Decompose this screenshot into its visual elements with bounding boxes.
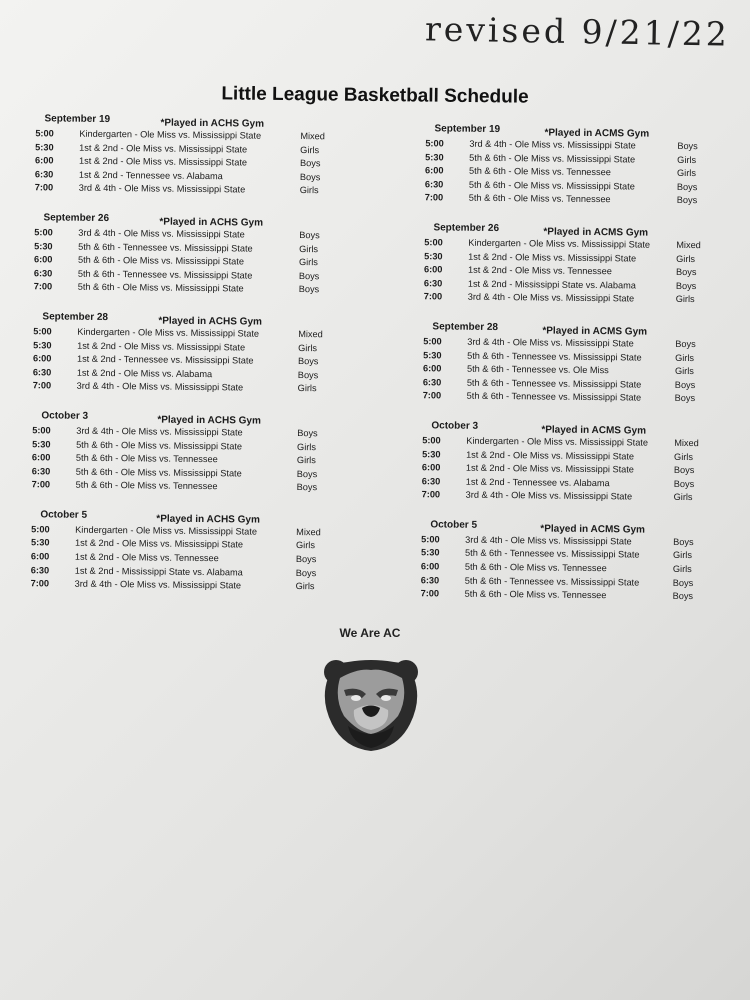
game-row	[418, 588, 750, 605]
game-row	[421, 292, 750, 309]
schedule-date: September 26	[433, 222, 500, 235]
game-division: Boys	[297, 356, 319, 367]
game-matchup: 5th & 6th - Tennessee vs. Mississippi State	[78, 241, 253, 254]
game-division: Boys	[672, 577, 694, 588]
game-division: Mixed	[674, 437, 699, 449]
game-time: 7:00	[420, 588, 440, 599]
game-time: 6:00	[420, 561, 440, 572]
game-matchup: Kindergarten - Ole Miss vs. Mississippi State	[466, 435, 649, 448]
game-matchup: Kindergarten - Ole Miss vs. Mississippi State	[77, 326, 260, 339]
game-matchup: 5th & 6th - Ole Miss vs. Mississippi State	[469, 152, 636, 165]
game-time: 7:00	[31, 479, 51, 490]
game-division: Girls	[297, 383, 317, 394]
game-division: Girls	[296, 455, 316, 466]
game-row	[31, 282, 371, 299]
page-title: Little League Basketball Schedule	[221, 83, 529, 108]
game-time: 5:00	[35, 128, 54, 139]
schedule-date: September 19	[44, 113, 111, 126]
game-row	[422, 193, 750, 210]
game-division: Boys	[672, 591, 694, 602]
game-time: 7:00	[422, 390, 442, 401]
game-matchup: 1st & 2nd - Mississippi State vs. Alabama	[467, 278, 636, 291]
game-division: Boys	[676, 181, 698, 192]
schedule-venue: *Played in ACMS Gym	[540, 523, 646, 536]
game-division: Girls	[673, 550, 692, 561]
game-division: Girls	[295, 581, 315, 592]
game-time: 7:00	[33, 281, 53, 292]
game-division: Boys	[673, 536, 694, 547]
game-division: Boys	[675, 338, 696, 350]
game-time: 6:00	[33, 254, 53, 265]
game-matchup: 3rd & 4th - Ole Miss vs. Mississippi State	[467, 336, 634, 349]
game-time: 7:00	[424, 192, 444, 203]
game-matchup: 3rd & 4th - Ole Miss vs. Mississippi State	[76, 425, 243, 438]
game-division: Girls	[296, 540, 315, 551]
game-matchup: 5th & 6th - Ole Miss vs. Tennessee	[468, 193, 611, 205]
game-matchup: 1st & 2nd - Tennessee vs. Alabama	[465, 476, 610, 488]
game-matchup: 5th & 6th - Ole Miss vs. Mississippi State	[77, 254, 245, 267]
game-time: 6:00	[35, 155, 54, 166]
game-matchup: 5th & 6th - Tennessee vs. Mississippi State	[466, 391, 642, 403]
schedule-venue: *Played in ACMS Gym	[544, 127, 650, 140]
schedule-venue: *Played in ACMS Gym	[542, 325, 648, 338]
schedule-block	[421, 219, 750, 309]
game-division: Girls	[672, 563, 692, 575]
game-matchup: 5th & 6th - Tennessee vs. Mississippi State	[467, 350, 642, 363]
game-division: Boys	[295, 554, 317, 565]
game-matchup: 1st & 2nd - Ole Miss vs. Mississippi State	[79, 142, 248, 155]
game-time: 6:30	[30, 564, 50, 576]
game-time: 5:30	[34, 240, 53, 252]
game-matchup: 5th & 6th - Tennessee vs. Mississippi State	[465, 548, 640, 560]
schedule-date: September 26	[43, 212, 110, 225]
game-time: 5:00	[423, 336, 442, 347]
schedule-date: September 28	[42, 311, 109, 323]
game-division: Boys	[296, 482, 318, 493]
schedule-block	[28, 506, 369, 596]
game-division: Girls	[674, 366, 694, 377]
schedule-block	[419, 417, 750, 507]
game-matchup: 5th & 6th - Tennessee vs. Mississippi State	[464, 575, 640, 588]
game-time: 7:00	[30, 578, 50, 589]
game-matchup: 5th & 6th - Ole Miss vs. Tennessee	[464, 561, 607, 574]
game-matchup: 5th & 6th - Ole Miss vs. Tennessee	[469, 165, 611, 178]
game-time: 6:30	[420, 574, 440, 586]
game-matchup: Kindergarten - Ole Miss vs. Mississippi State	[79, 128, 262, 141]
game-time: 5:30	[424, 250, 443, 262]
game-matchup: 5th & 6th - Ole Miss vs. Tennessee	[75, 452, 218, 465]
game-division: Boys	[300, 158, 321, 169]
game-time: 6:30	[422, 376, 442, 388]
game-matchup: 1st & 2nd - Ole Miss vs. Tennessee	[74, 551, 219, 564]
game-matchup: 5th & 6th - Ole Miss vs. Mississippi State	[468, 179, 635, 192]
schedule-block	[29, 407, 370, 497]
schedule-venue: *Played in ACHS Gym	[156, 513, 260, 526]
game-division: Boys	[677, 140, 698, 152]
game-matchup: 3rd & 4th - Ole Miss vs. Mississippi State	[465, 489, 633, 502]
game-division: Boys	[676, 195, 698, 206]
game-matchup: 5th & 6th - Ole Miss vs. Tennessee	[75, 479, 218, 492]
game-division: Girls	[675, 294, 695, 305]
schedule-date: October 5	[430, 519, 478, 531]
game-time: 6:00	[32, 353, 52, 364]
game-division: Boys	[296, 468, 318, 479]
game-time: 7:00	[423, 291, 443, 302]
game-matchup: 1st & 2nd - Ole Miss vs. Mississippi State	[79, 155, 248, 168]
schedule-venue: *Played in ACHS Gym	[159, 216, 264, 229]
schedule-block	[31, 209, 372, 299]
game-matchup: 1st & 2nd - Ole Miss vs. Mississippi State	[75, 538, 244, 550]
game-matchup: 1st & 2nd - Ole Miss vs. Mississippi State	[77, 340, 246, 353]
game-matchup: 5th & 6th - Tennessee vs. Mississippi State	[466, 377, 642, 390]
game-time: 6:30	[31, 465, 51, 477]
game-division: Mixed	[298, 328, 323, 340]
game-row	[29, 479, 369, 496]
game-matchup: 3rd & 4th - Ole Miss vs. Mississippi State	[469, 138, 636, 151]
game-time: 5:00	[422, 435, 441, 446]
game-division: Girls	[674, 451, 694, 462]
game-time: 5:00	[421, 534, 440, 545]
schedule-block	[422, 120, 750, 210]
game-time: 6:30	[421, 475, 441, 487]
game-time: 5:30	[32, 438, 51, 449]
game-time: 6:30	[423, 278, 443, 289]
achs-schedule-column	[27, 110, 372, 608]
game-time: 7:00	[34, 182, 54, 193]
schedule-block	[32, 110, 373, 200]
game-matchup: 3rd & 4th - Ole Miss vs. Mississippi State	[74, 578, 242, 591]
game-matchup: 5th & 6th - Ole Miss vs. Mississippi State	[75, 466, 242, 479]
game-matchup: 3rd & 4th - Ole Miss vs. Mississippi State	[76, 381, 244, 393]
game-row	[30, 381, 370, 398]
game-row	[419, 489, 750, 506]
game-matchup: 1st & 2nd - Mississippi State vs. Alabama	[74, 565, 243, 578]
game-time: 6:00	[30, 551, 50, 562]
game-matchup: Kindergarten - Ole Miss vs. Mississippi State	[75, 524, 258, 537]
game-matchup: 1st & 2nd - Ole Miss vs. Mississippi State	[468, 251, 637, 264]
game-division: Boys	[675, 280, 697, 291]
game-division: Girls	[675, 352, 695, 363]
game-matchup: 5th & 6th - Tennessee vs. Mississippi State	[77, 268, 253, 281]
game-time: 5:30	[421, 547, 440, 558]
game-division: Boys	[298, 284, 320, 295]
game-time: 6:00	[423, 264, 443, 275]
game-time: 5:30	[35, 141, 54, 153]
game-division: Boys	[297, 427, 318, 439]
game-time: 5:30	[423, 349, 442, 360]
schedule-date: October 5	[40, 509, 88, 521]
game-time: 5:30	[422, 448, 441, 459]
game-time: 5:30	[425, 151, 444, 163]
game-division: Boys	[675, 267, 697, 278]
game-matchup: 3rd & 4th - Ole Miss vs. Mississippi State	[78, 183, 246, 195]
game-division: Boys	[299, 171, 321, 183]
game-division: Mixed	[676, 239, 701, 251]
game-division: Girls	[298, 257, 318, 268]
game-matchup: 1st & 2nd - Tennessee vs. Alabama	[78, 169, 223, 182]
game-time: 6:00	[425, 165, 444, 176]
game-time: 6:30	[34, 169, 54, 180]
game-division: Girls	[677, 154, 697, 165]
game-matchup: 5th & 6th - Ole Miss vs. Mississippi State	[77, 282, 244, 294]
game-time: 5:00	[34, 227, 53, 238]
game-matchup: 5th & 6th - Ole Miss vs. Mississippi State	[76, 439, 243, 451]
game-division: Girls	[673, 492, 693, 503]
game-time: 5:30	[33, 339, 52, 350]
game-matchup: 1st & 2nd - Ole Miss vs. Mississippi State	[466, 449, 635, 461]
game-time: 6:30	[32, 366, 52, 378]
game-matchup: 5th & 6th - Ole Miss vs. Tennessee	[464, 588, 607, 601]
schedule-date: September 19	[434, 123, 501, 136]
game-matchup: 3rd & 4th - Ole Miss vs. Mississippi State	[467, 292, 635, 304]
game-time: 7:00	[32, 380, 52, 391]
game-time: 5:00	[424, 237, 443, 248]
schedule-date: September 28	[432, 321, 499, 333]
game-division: Boys	[674, 393, 696, 404]
game-division: Boys	[297, 369, 319, 380]
game-division: Boys	[298, 270, 320, 281]
game-matchup: 1st & 2nd - Ole Miss vs. Alabama	[76, 367, 213, 379]
game-row	[32, 183, 372, 200]
game-division: Girls	[299, 243, 319, 254]
bear-mascot-logo	[318, 656, 424, 752]
schedule-date: October 3	[41, 410, 89, 422]
footer-slogan: We Are AC	[339, 626, 401, 640]
game-division: Girls	[676, 253, 696, 264]
game-row	[420, 391, 750, 408]
game-division: Girls	[677, 168, 697, 179]
game-time: 7:00	[421, 489, 441, 500]
game-matchup: 1st & 2nd - Ole Miss vs. Tennessee	[467, 264, 612, 277]
game-division: Boys	[299, 230, 320, 241]
game-matchup: Kindergarten - Ole Miss vs. Mississippi State	[468, 237, 651, 250]
game-time: 6:30	[33, 268, 53, 279]
game-matchup: 5th & 6th - Tennessee vs. Ole Miss	[466, 363, 609, 376]
game-time: 6:00	[422, 363, 442, 374]
schedule-block	[420, 318, 750, 408]
game-time: 5:00	[33, 326, 52, 337]
schedule-venue: *Played in ACHS Gym	[158, 315, 263, 328]
game-division: Boys	[674, 379, 696, 390]
game-division: Girls	[297, 441, 317, 452]
schedule-block	[30, 308, 371, 398]
game-division: Girls	[298, 342, 318, 353]
game-time: 5:00	[32, 425, 51, 436]
game-matchup: 3rd & 4th - Ole Miss vs. Mississippi State	[78, 227, 245, 240]
game-time: 6:00	[421, 462, 441, 473]
schedule-block	[418, 516, 750, 606]
schedule-venue: *Played in ACHS Gym	[160, 117, 265, 130]
game-row	[28, 578, 368, 595]
schedule-date: October 3	[431, 420, 479, 432]
schedule-venue: *Played in ACHS Gym	[157, 414, 261, 427]
schedule-venue: *Played in ACMS Gym	[543, 226, 649, 239]
game-division: Boys	[295, 567, 317, 578]
game-time: 6:30	[424, 179, 444, 190]
game-division: Girls	[299, 185, 319, 196]
game-division: Boys	[673, 478, 695, 489]
game-division: Mixed	[296, 526, 321, 538]
schedule-venue: *Played in ACMS Gym	[541, 424, 647, 437]
acms-schedule-column	[417, 120, 750, 618]
game-matchup: 1st & 2nd - Tennessee vs. Mississippi State	[76, 353, 254, 366]
game-division: Girls	[300, 144, 320, 155]
game-division: Boys	[673, 464, 695, 476]
game-time: 6:00	[31, 452, 51, 463]
game-matchup: 3rd & 4th - Ole Miss vs. Mississippi State	[465, 534, 632, 547]
game-division: Mixed	[300, 131, 325, 142]
game-matchup: 1st & 2nd - Ole Miss vs. Mississippi State	[465, 462, 634, 475]
handwritten-revision-note: revised 9/21/22	[424, 9, 731, 54]
game-time: 5:00	[425, 138, 444, 149]
game-time: 5:00	[31, 524, 50, 535]
game-time: 5:30	[31, 537, 50, 548]
